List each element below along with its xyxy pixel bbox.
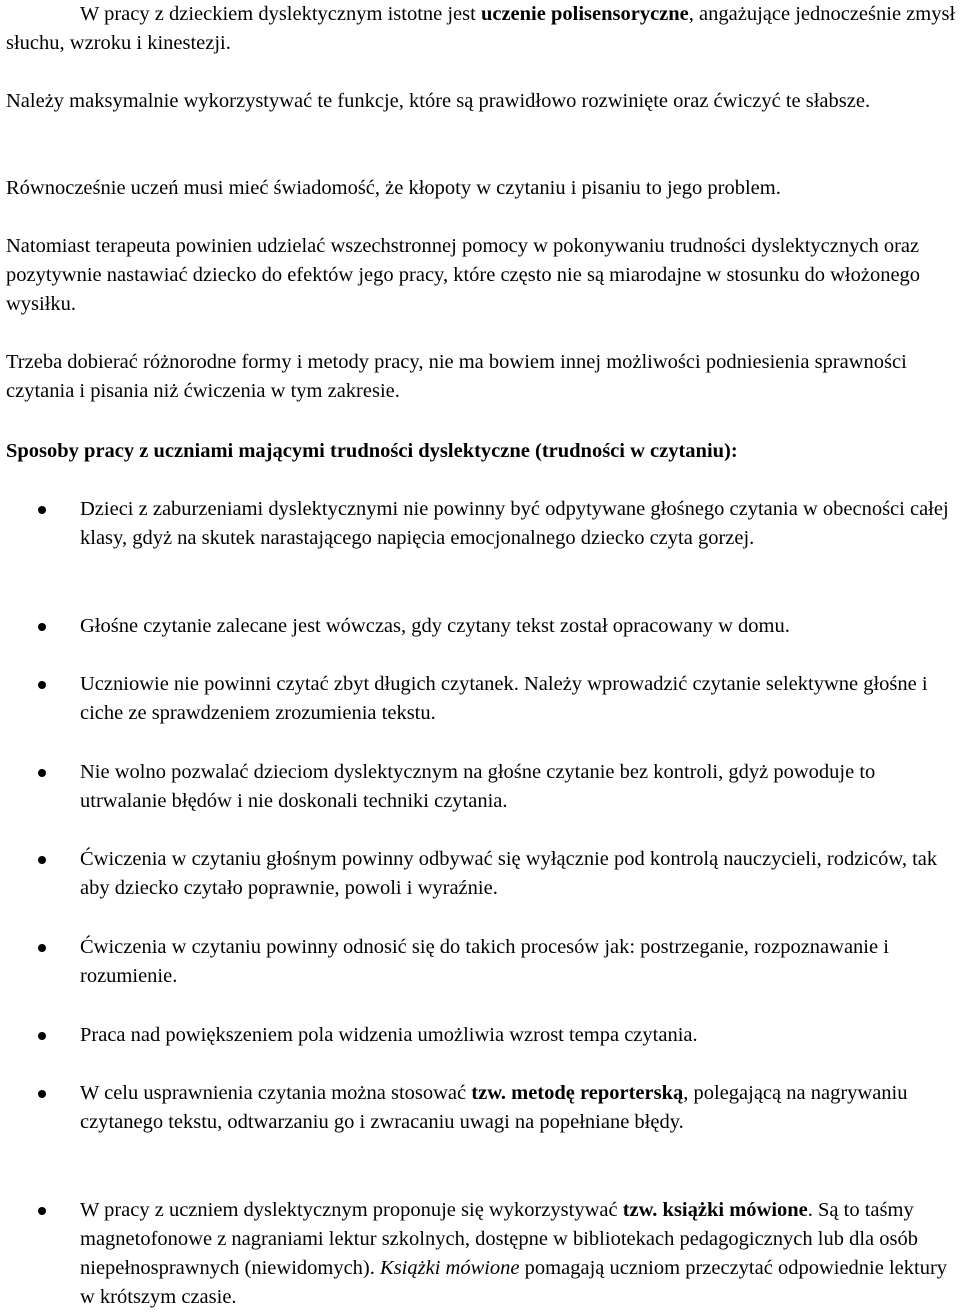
bold-term: tzw. metodę reporterską bbox=[471, 1082, 684, 1104]
paragraph-methods: Trzeba dobierać różnorodne formy i metody pracy, nie ma bowiem innej możliwości podniesienia sprawności czytania i pisania niż ćwiczenia w tym zakresie. bbox=[6, 351, 907, 402]
italic-term: Książki mówione bbox=[380, 1257, 520, 1279]
bullet-icon bbox=[38, 1207, 46, 1215]
bullet-icon bbox=[38, 1032, 46, 1040]
paragraph-therapist: Natomiast terapeuta powinien udzielać wszechstronnej pomocy w pokonywaniu trudności dyslektycznych oraz pozytywnie nastawiać dziecko do efektów jego pracy, które często nie są miarodajne w stosunku do włożonego wysiłku. bbox=[6, 235, 921, 315]
bold-term: uczenie polisensoryczne bbox=[480, 3, 689, 25]
section-heading: Sposoby pracy z uczniami mającymi trudności dyslektyczne (trudności w czytaniu): bbox=[6, 440, 738, 462]
bullet-icon bbox=[38, 856, 46, 864]
bullet-icon bbox=[38, 506, 46, 514]
bullet-icon bbox=[38, 769, 46, 777]
document-page: W pracy z dzieckiem dyslektycznym istotne jest uczenie polisensoryczne, angażujące jednocześnie zmysł słuchu, wzroku i kinestezji. Należy maksymalnie wykorzystywać te funkcje, które są prawidłowo rozwinięte oraz ćwiczyć te słabsze. Równocześnie uczeń musi mieć świadomość, że kłopoty w czytaniu i pisaniu to jego problem. Natomiast terapeuta powinien udzielać wszechstronnej pomocy w pokonywaniu trudności dyslektycznych oraz pozytywnie nastawiać dziecko do efektów jego pracy, które często nie są miarodajne w stosunku do włożonego wysiłku. Trzeba dobierać różnorodne formy i metody pracy, nie ma bowiem innej możliwości podniesienia sprawności czytania i pisania niż ćwiczenia w tym zakresie. Sposoby pracy z uczniami mającymi trudności dyslektyczne (trudności w czytaniu): Dzieci z zaburzeniami dyslektycznymi nie powinny być odpytywane głośnego czytania w obecności całej klasy, gdyż na skutek narastającego napięcia emocjonalnego dziecko czyta gorzej. Głośne czytanie zalecane jest wówczas, gdy czytany tekst został opracowany w domu. Uczniowie nie powinni czytać zbyt długich czytanek. Należy wprowadzić czytanie selektywne głośne i ciche ze sprawdzeniem zrozumienia tekstu. Nie wolno pozwalać dzieciom dyslektycznym na głośne czytanie bez kontroli, gdyż powoduje to utrwalanie błędów i nie doskonali techniki czytania. Ćwiczenia w czytaniu głośnym powinny odbywać się wyłącznie pod kontrolą nauczycieli, rodziców, tak aby dziecko czytało poprawnie, powoli i wyraźnie. Ćwiczenia w czytaniu powinny odnosić się do takich procesów jak: postrzeganie, rozpoznawanie i rozumienie. Praca nad powiększeniem pola widzenia umożliwia wzrost tempa czytania. W celu usprawnienia czytania można stosować tzw. metodę reporterską, polegającą na nagrywaniu czytanego tekstu, odtwarzaniu go i zwracaniu uwagi na popełniane błędy. W pracy z uczniem dyslektycznym proponuje się wykorzystywać tzw. książki mówione. Są to taśmy magnetofonowe z nagraniami lektur szkolnych, dostępne w bibliotekach pedagogicznych lub dla osób niepełnosprawnych (niewidomych). Książki mówione pomagają uczniom przeczytać odpowiednie lektury w krótszym czasie. bbox=[0, 0, 960, 1316]
paragraph-functions: Należy maksymalnie wykorzystywać te funkcje, które są prawidłowo rozwinięte oraz ćwiczyć te słabsze. bbox=[6, 90, 871, 112]
bold-term: tzw. książki mówione bbox=[622, 1199, 808, 1221]
paragraph-awareness: Równocześnie uczeń musi mieć świadomość, że kłopoty w czytaniu i pisaniu to jego problem. bbox=[6, 177, 781, 199]
bullet-icon bbox=[38, 1090, 46, 1098]
bullet-icon bbox=[38, 681, 46, 689]
bullet-icon bbox=[38, 944, 46, 952]
bullet-icon bbox=[38, 623, 46, 631]
paragraph-polisensory: W pracy z dzieckiem dyslektycznym istotne jest uczenie polisensoryczne, angażujące jednocześnie zmysł słuchu, wzroku i kinestezji. bbox=[6, 3, 956, 54]
